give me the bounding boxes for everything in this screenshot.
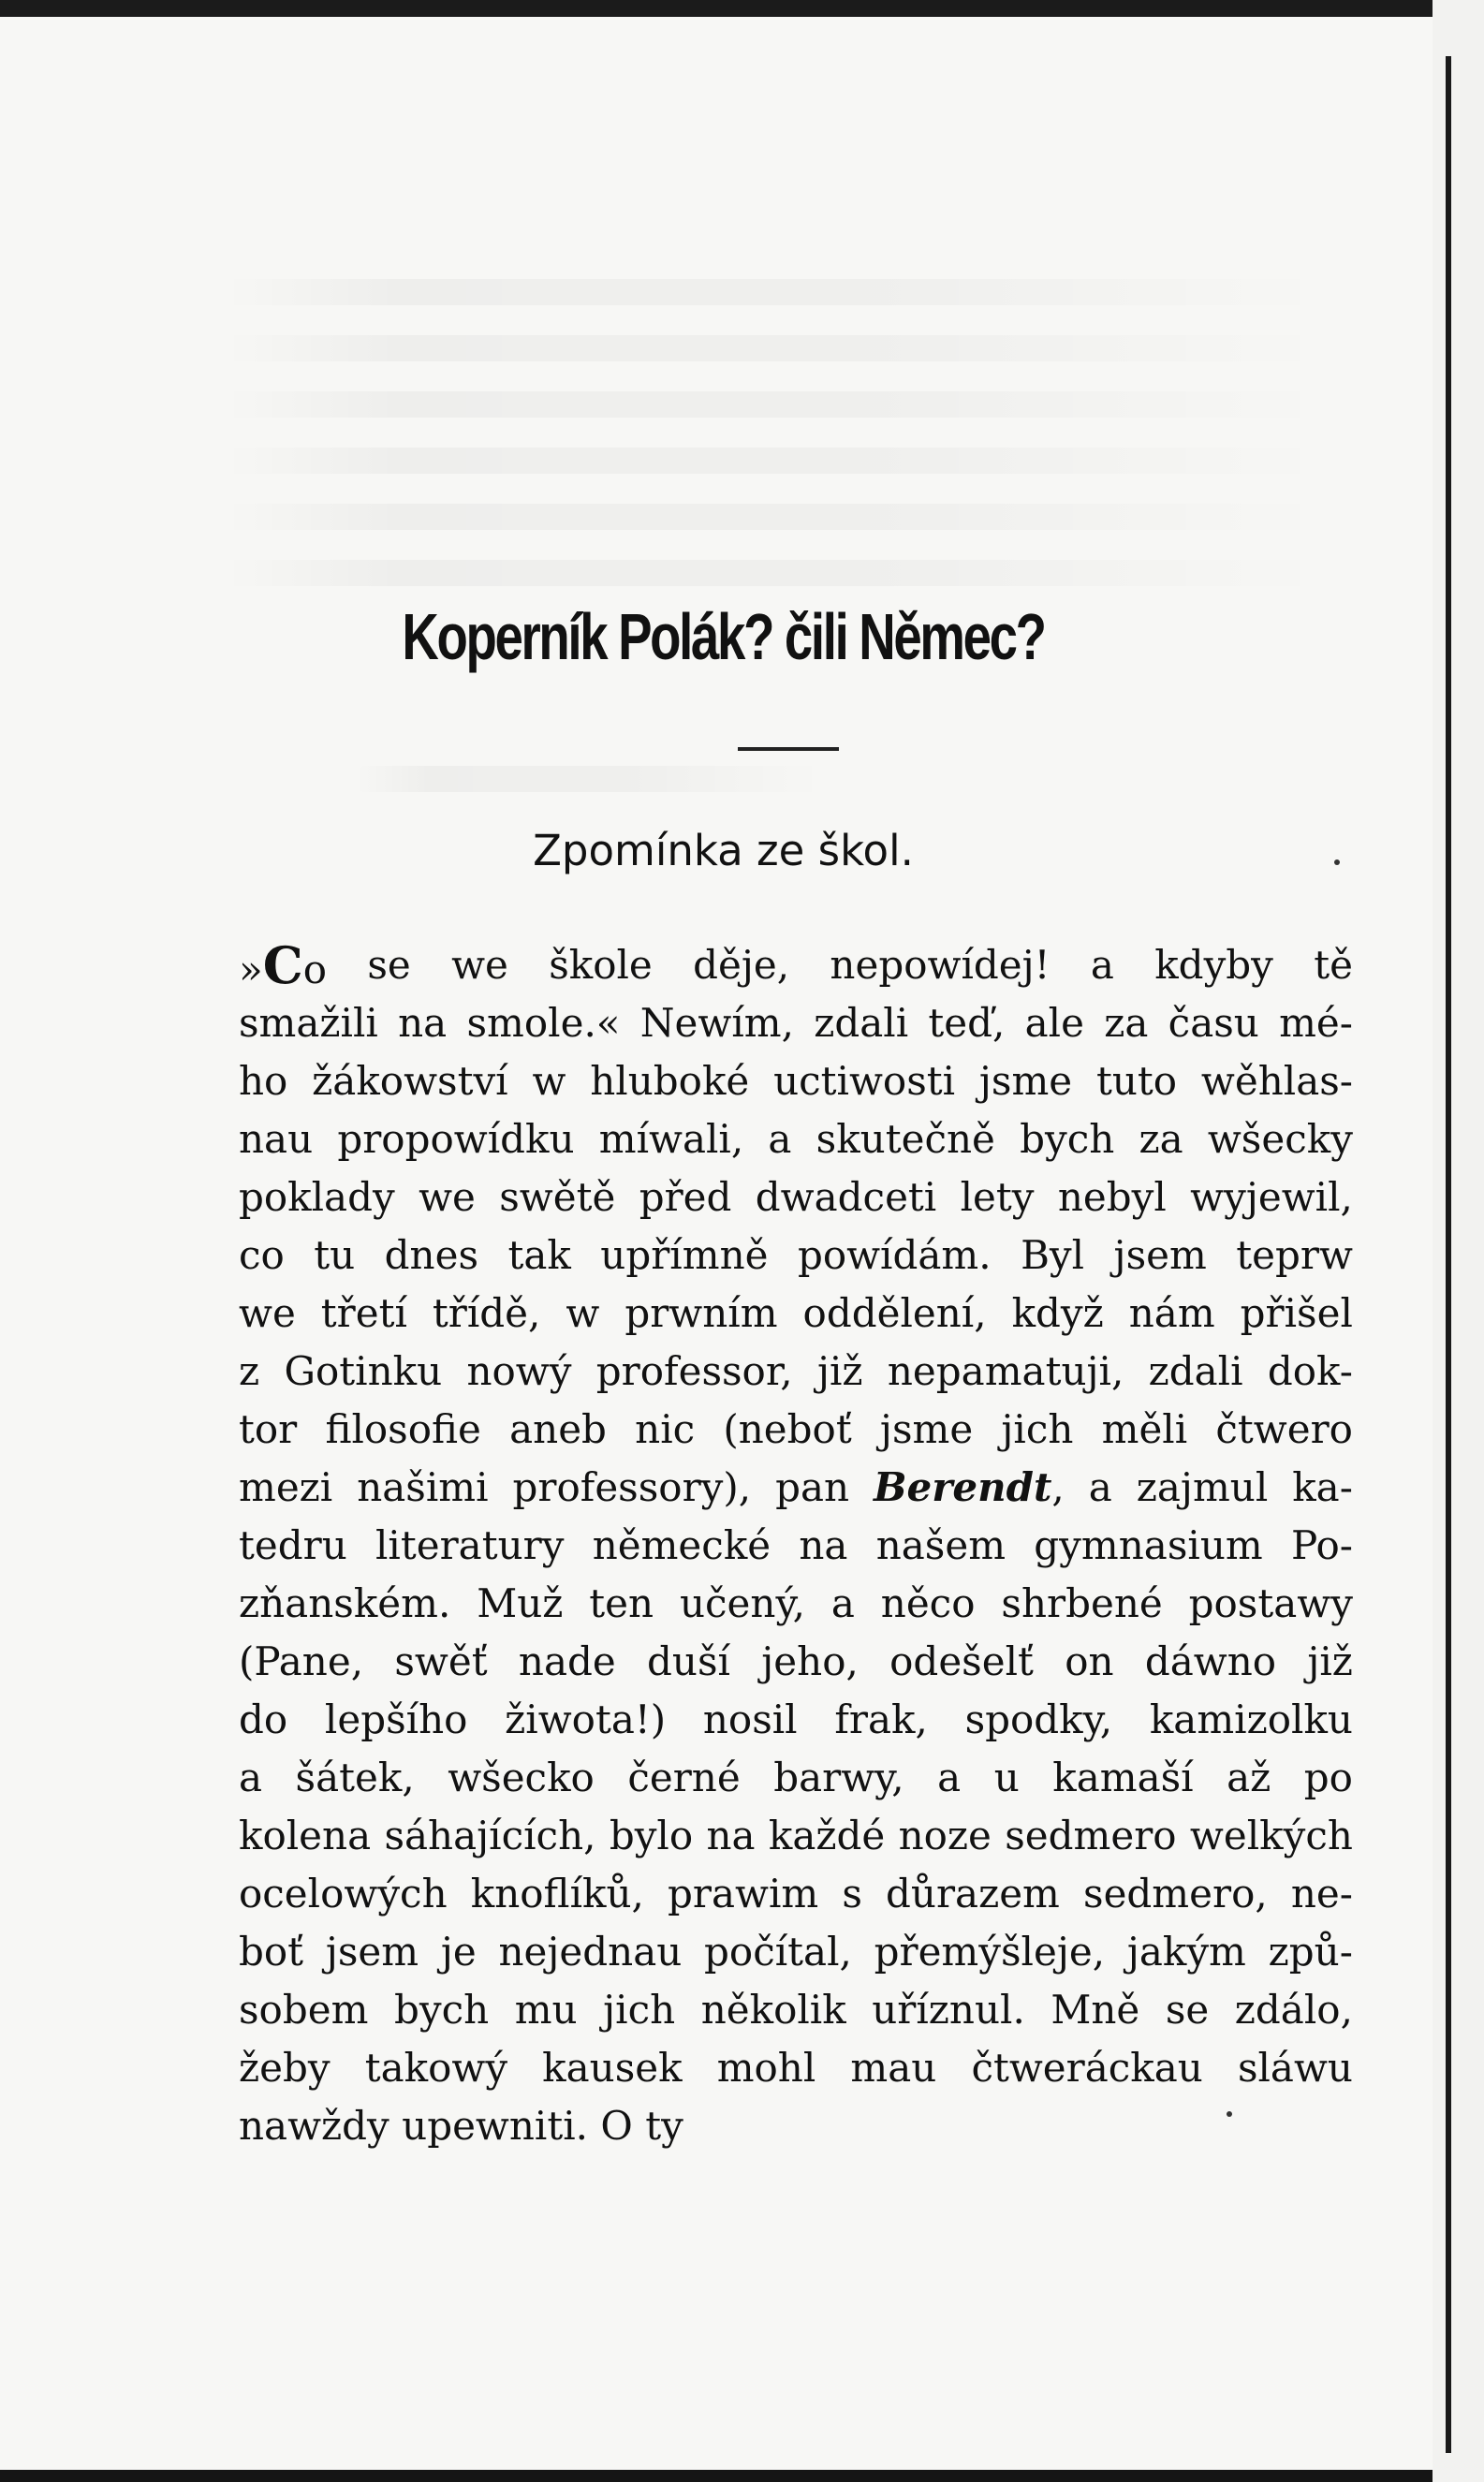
text-line: poklady we swětě před dwadceti lety nebyl wyjewil, — [239, 1174, 1353, 1220]
page-top-edge — [0, 0, 1461, 19]
chapter-subtitle: Zpomínka ze škol. — [533, 826, 914, 875]
text-line: nau propowídku míwali, a skutečně bych za wšecky — [239, 1116, 1353, 1162]
text-line: nawždy upewniti. O ty — [239, 2103, 683, 2149]
text-line: co tu dnes tak upřímně powídám. Byl jsem teprw — [239, 1232, 1353, 1278]
paper-speck — [1334, 859, 1340, 865]
text-line: smažili na smole.« Newím, zdali teď, ale za času mé- — [239, 1000, 1353, 1046]
text-line: ocelowých knoflíků, prawim s důrazem sedmero, ne- — [239, 1871, 1353, 1917]
text-line: zňanském. Muž ten učený, a něco shrbené postawy — [239, 1580, 1353, 1626]
body-text — [239, 936, 1353, 2155]
text-line: tedru literatury německé na našem gymnasium Po- — [239, 1522, 1353, 1568]
text-line: tor filosofie aneb nic (neboť jsme jich měli čtwero — [239, 1406, 1353, 1452]
paper-speck — [1227, 2111, 1232, 2117]
text-line: sobem bych mu jich několik uříznul. Mně se zdálo, — [239, 1987, 1353, 2033]
text-line: »Co se we škole děje, nepowídej! a kdyby tě — [239, 935, 1353, 995]
chapter-title: Koperník Polák? čili Němec? — [402, 600, 1045, 673]
text-line: žeby takowý kausek mohl mau čtweráckau sláwu — [239, 2045, 1353, 2091]
text-line: kolena sáhajících, bylo na každé noze sedmero welkých — [239, 1813, 1353, 1858]
bleed-through-text — [225, 279, 1330, 305]
text-line: (Pane, swěť nade duší jeho, odešelť on dáwno již — [239, 1638, 1353, 1684]
bleed-through-text — [225, 335, 1330, 361]
text-line: mezi našimi professory), pan Berendt, a zajmul ka- — [239, 1464, 1353, 1510]
text-line: we třetí třídě, w prwním oddělení, když nám přišel — [239, 1290, 1353, 1336]
bleed-through-text — [356, 766, 824, 792]
text-line: a šátek, wšecko černé barwy, a u kamaší až po — [239, 1755, 1353, 1800]
bleed-through-text — [225, 448, 1330, 474]
text-line: boť jsem je nejednau počítal, přemýšleje, jakým způ- — [239, 1929, 1353, 1975]
bleed-through-text — [225, 391, 1330, 418]
bleed-through-text — [225, 504, 1330, 530]
book-spine — [1433, 0, 1484, 2482]
title-rule — [738, 747, 839, 751]
text-line: do lepšího žiwota!) nosil frak, spodky, kamizolku — [239, 1696, 1353, 1742]
bleed-through-text — [225, 560, 1330, 586]
text-line: ho žákowství w hluboké uctiwosti jsme tuto wěhlas- — [239, 1058, 1353, 1104]
text-line: z Gotinku nowý professor, již nepamatuji, zdali dok- — [239, 1348, 1353, 1394]
spine-shadow-line — [1446, 56, 1451, 2453]
